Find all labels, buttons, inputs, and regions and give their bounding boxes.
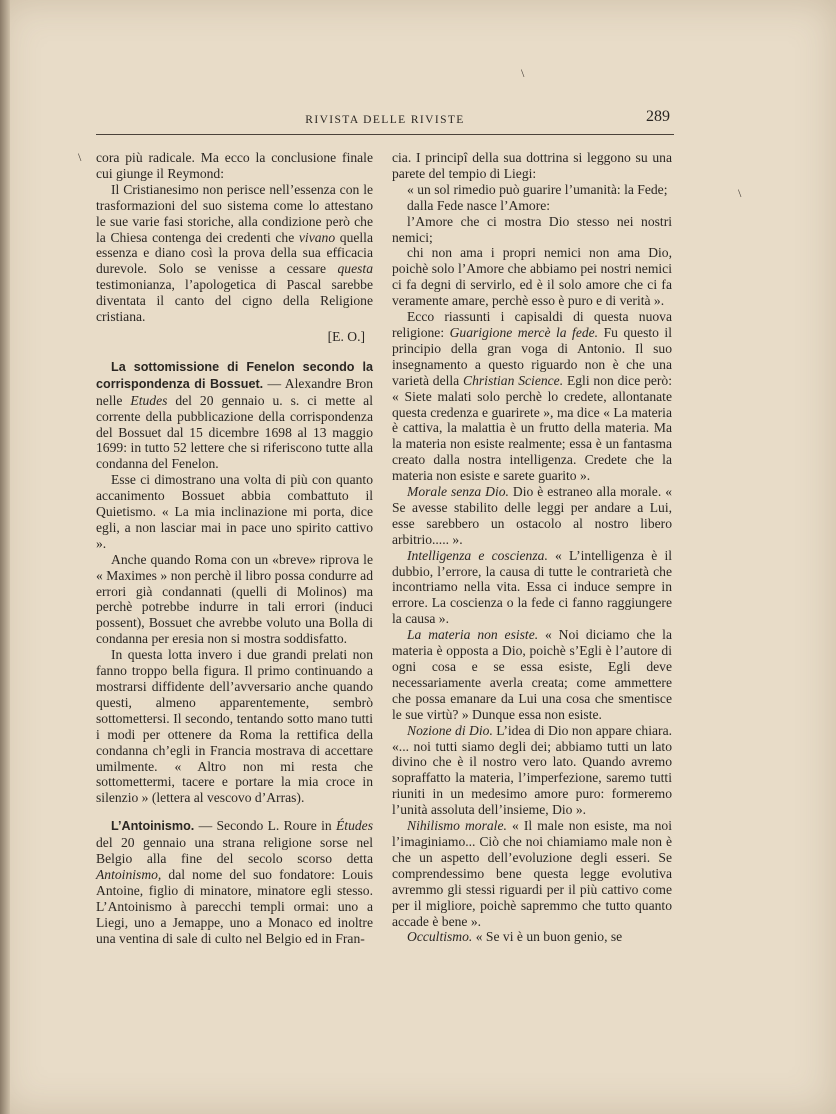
paragraph — [392, 548, 672, 628]
text-run: « Se vi è un buon genio, se — [472, 929, 623, 945]
quote-line: chi non ama i propri nemici non ama Dio, poichè solo l’Amore che abbiamo pei nostri nemici ci fa degni di servirlo, ed è il solo amore che ci fa veramente amare, perchè esso è puro e di verità ». — [392, 245, 672, 309]
left-column — [96, 150, 373, 947]
quote-line: dalla Fede nasce l’Amore: — [407, 197, 551, 213]
italic-text: Christian Science. — [463, 372, 564, 388]
section-heading: L’Antoinismo. — [111, 819, 195, 834]
text-run: del 20 gennaio u. s. ci mette al corrente della pubblicazione della corrispondenza del Bossuet dal 15 dicembre 1698 al 13 maggio 1699: in tutto 52 lettere che si riferiscono tutte alla condanna del Fenelon. — [96, 392, 373, 472]
page-header — [96, 108, 674, 135]
running-title: RIVISTA DELLE RIVISTE — [305, 114, 465, 126]
right-column — [392, 150, 672, 945]
text-run: del 20 gennaio una strana religione sorse nel Belgio alla fine del secolo scorso detta — [96, 835, 373, 867]
paragraph: Esse ci dimostrano una volta di più con quanto accanimento Bossuet abbia combattuto il Quietismo. « La mia inclinazione mi porta, dice egli, a non lasciar mai in pace uno spirito cattivo ». — [96, 472, 373, 551]
paragraph: Anche quando Roma con un «breve» riprova le « Maximes » non perchè il libro possa condurre ad errori già condannati (quelli di Molinos) ma perchè potrebbe indurre in tali errori (induci possent), Bossuet che avrebbe voluto una Bolla di condanna per eresia non si mostra soddisfatto. — [96, 551, 373, 647]
italic-text: Études — [336, 818, 373, 834]
text-run: Ecco riassunti i capisaldi di questa nuova religione: — [392, 309, 672, 340]
italic-text: Occultismo. — [407, 929, 473, 945]
paragraph — [392, 818, 672, 929]
paragraph: cora più radicale. Ma ecco la conclusione finale cui giunge il Reymond: — [96, 150, 373, 181]
paragraph: cia. I principî della sua dottrina si leggono su una parete del tempio di Liegi: — [392, 150, 672, 181]
text-run: Dio è estraneo alla morale. « Se avesse stabilito delle leggi per andare a Lui, esse sarebbero un ostacolo al nostro libero arbitrio..... ». — [392, 484, 673, 547]
pencil-mark-top: \ — [521, 66, 525, 80]
quote-line: « un sol rimedio può guarire l’umanità: la Fede; — [407, 181, 668, 197]
pencil-mark-right: \ — [738, 186, 742, 200]
text-run: « Il male non esiste, ma noi l’imaginiamo... Ciò che noi chiamiamo male non è che un aspetto dell’evoluzione degli esseri. Se comprendessimo bene questa legge evolutiva avremmo gli stessi riguardi per il più cattivo come per il migliore, poichè sapremmo che tutto quanto accade è bene ». — [392, 818, 672, 929]
italic-text: La materia non esiste. — [407, 627, 539, 643]
paragraph — [392, 309, 672, 484]
text-run: Fu questo il principio della gran voga di Antonio. Il suo insegnamento a questo riguardo non è che una varietà della — [392, 324, 672, 388]
section-heading: La sottomissione di Fenelon secondo la corrispondenza di Bossuet. — [96, 359, 373, 391]
text-run: « Noi diciamo che la materia è opposta a Dio, poichè s’Egli è l’autore di ogni cosa e se essa esiste, Egli deve necessariamente averla creata; come ammettere che possa emanare da Lui una cosa che smentisce le sue virtù? » Dunque essa non esiste. — [392, 627, 672, 722]
text-run: testimonianza, l’apologetica di Pascal sarebbe diventata il canto del cigno della Religione cristiana. — [96, 277, 373, 325]
section-antoinismo-intro — [96, 818, 373, 946]
paragraph — [96, 182, 373, 325]
text-run: dal nome del suo fondatore: Louis Antoine, figlio di minatore, minatore egli stesso. L’Antoinismo à parecchi templi ormai: uno a Liegi, uno a Jemappe, uno a Monaco ed inoltre una ventina di sale di culto nel Belgio ed in Fran- — [96, 866, 373, 946]
text-run: — Alexandre Bron nelle — [96, 375, 373, 408]
quote-line: l’Amore che ci mostra Dio stesso nei nostri nemici; — [392, 213, 672, 245]
author-initials: [E. O.] — [327, 328, 365, 344]
page-number: 289 — [646, 108, 670, 125]
italic-text: Antoinismo, — [96, 866, 162, 882]
italic-text: Guarigione mercè la fede. — [449, 324, 599, 340]
italic-text: questa — [337, 261, 373, 277]
text-run: Egli non dice però: « Siete malati solo perchè lo credete, allontanate questa credenza e guarirete », ma dice « La materia è cattiva, la malattia è un frutto della materia. Ma la materia non esiste realmente; essa è un fantasma creato dalla nostra intelligenza. Credete che la materia non esiste e sarete guarito ». — [392, 372, 672, 484]
paragraph — [392, 723, 672, 818]
italic-text: Morale senza Dio. — [407, 484, 509, 500]
page-binding-edge — [0, 0, 10, 1114]
pencil-mark-left: \ — [78, 150, 82, 164]
text-run: L’idea di Dio non appare chiara. «... noi tutti siamo degli dei; abbiamo tutti un lato divino che è il nostro vero lato. Quando avremo sopraffatto la materia, l’imperfezione, saremo tutti riuniti in un medesimo amore puro: formeremo l’unità assoluta dell’insieme, Dio ». — [392, 722, 672, 818]
italic-text: Intelligenza e coscienza. — [407, 547, 548, 563]
paragraph — [392, 627, 672, 722]
italic-text: Nihilismo morale. — [407, 818, 507, 834]
italic-text: vivano — [298, 229, 336, 245]
paragraph — [392, 929, 672, 945]
text-run: — Secondo L. Roure in — [194, 818, 336, 834]
paragraph: In questa lotta invero i due grandi prelati non fanno troppo bella figura. Il primo continuando a mostrarsi diffidente dell’avversario anche quando questi, almeno apparentemente, sembrò sottomettersi. Il secondo, tentando sotto mano tutti i modi per ottenere da Roma la rettifica della condanna ch’egli in Francia mostrava di accettare umilmente. « Altro non mi resta che sottomettermi, tacere e portare la mia croce in silenzio » (lettera al vescovo d’Arras). — [96, 647, 373, 806]
italic-text: Nozione di Dio. — [407, 722, 493, 738]
italic-text: Etudes — [130, 392, 168, 408]
text-run: Il Cristianesimo non perisce nell’essenza con le trasformazioni del suo sistema come lo attestano le sue varie fasi storiche, alla condizione però che la Chiesa contenga dei credenti che — [96, 181, 373, 245]
section-fenelon-intro — [96, 359, 373, 472]
text-run: « L’intelligenza è il dubbio, l’errore, la causa di tutte le contrarietà che incontriamo nella vita. Essa ci induce sempre in errore. La coscienza o la fede ci fanno raggiungere la causa ». — [392, 547, 673, 627]
text-run: quella essenza e diano così la prova della sua efficacia durevole. Solo se venisse a cessare — [96, 229, 373, 277]
paragraph — [392, 484, 672, 548]
